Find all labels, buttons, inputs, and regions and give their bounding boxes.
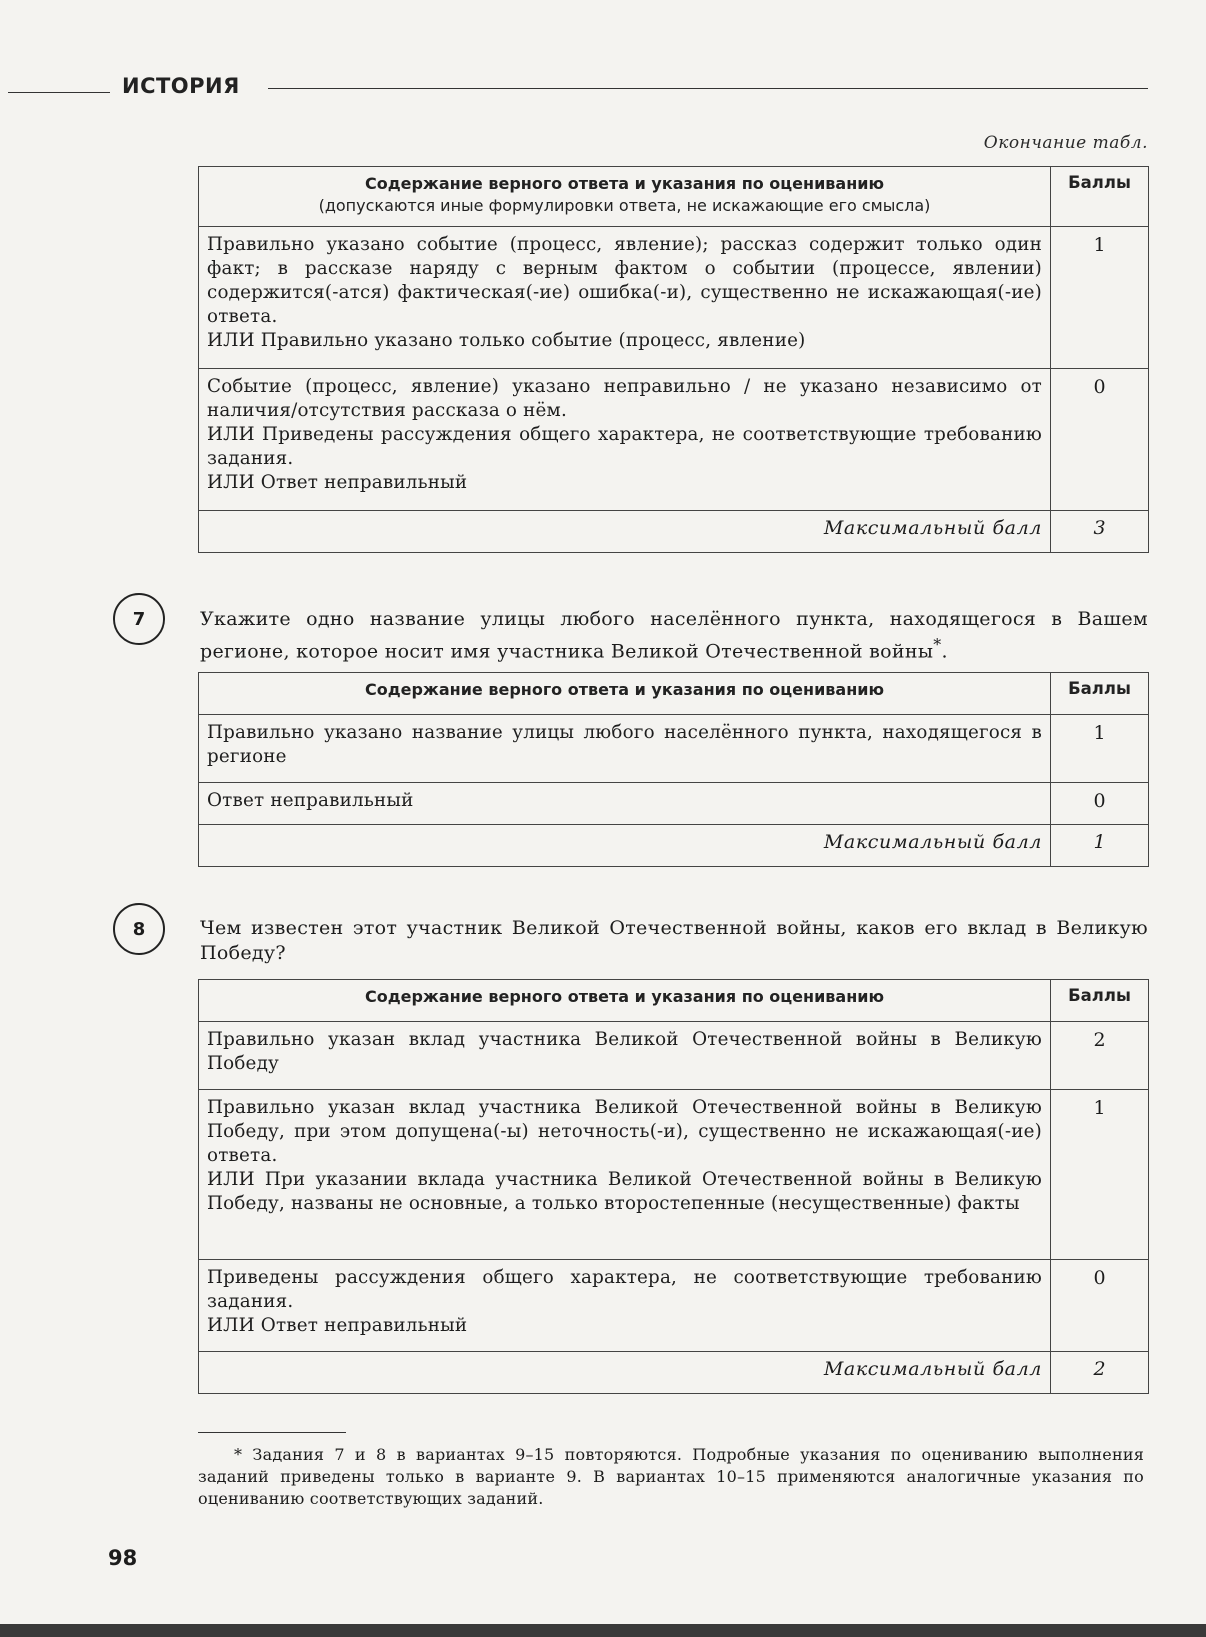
max-score-value: 3	[1051, 511, 1149, 553]
page-header	[0, 68, 1206, 108]
task-7-question-text: Укажите одно название улицы любого населённого пункта, находящегося в Вашем регионе, которое носит имя участника Великой Отечественной войны	[200, 608, 1148, 663]
table-header-row	[199, 980, 1149, 1022]
criteria-table-task6	[198, 166, 1149, 553]
criterion-text: Правильно указано название улицы любого населённого пункта, находящегося в регионе	[199, 715, 1051, 783]
table-header-content	[199, 167, 1051, 227]
footnote-rule	[198, 1432, 346, 1433]
table-row	[199, 783, 1149, 825]
table-header-score: Баллы	[1051, 167, 1149, 227]
criterion-score: 1	[1051, 715, 1149, 783]
header-rule-right	[268, 88, 1148, 89]
task-7-question	[200, 607, 1148, 664]
header-sub-text: (допускаются иные формулировки ответа, не искажающие его смысла)	[318, 196, 931, 215]
table-row	[199, 1090, 1149, 1260]
table-row	[199, 1260, 1149, 1352]
table-header-content: Содержание верного ответа и указания по оцениванию	[199, 673, 1051, 715]
criterion-text: Правильно указан вклад участника Великой Отечественной войны в Великую Победу	[199, 1022, 1051, 1090]
table-row	[199, 369, 1149, 511]
criterion-text: Правильно указано событие (процесс, явление); рассказ содержит только один факт; в рассказе наряду с верным фактом о событии (процессе, явлении) содержится(-атся) фактическая(-ие) ошибка(-и), существенно не искажающая(-ие) ответа. ИЛИ Правильно указано только событие (процесс, явление)	[199, 227, 1051, 369]
max-score-value: 2	[1051, 1352, 1149, 1394]
table-header-content: Содержание верного ответа и указания по оцениванию	[199, 980, 1051, 1022]
criterion-score: 1	[1051, 1090, 1149, 1260]
criterion-score: 0	[1051, 783, 1149, 825]
criterion-score: 0	[1051, 1260, 1149, 1352]
criterion-text: Правильно указан вклад участника Великой Отечественной войны в Великую Победу, при этом допущена(-ы) неточность(-и), существенно не искажающая(-ие) ответа. ИЛИ При указании вклада участника Великой Отечественной войны в Великую Победу, названы не основные, а только второстепенные (несущественные) факты	[199, 1090, 1051, 1260]
criterion-score: 1	[1051, 227, 1149, 369]
max-score-row	[199, 511, 1149, 553]
criteria-table-task8	[198, 979, 1149, 1394]
table-row	[199, 227, 1149, 369]
max-score-row	[199, 1352, 1149, 1394]
task-number-badge-8: 8	[113, 903, 165, 955]
max-score-label: Максимальный балл	[199, 511, 1051, 553]
scan-bottom-edge	[0, 1624, 1206, 1637]
table-header-score: Баллы	[1051, 673, 1149, 715]
task-8-question: Чем известен этот участник Великой Отечественной войны, каков его вклад в Великую Победу?	[200, 917, 1148, 964]
footnote: * Задания 7 и 8 в вариантах 9–15 повторяются. Подробные указания по оцениванию выполнения заданий приведены только в варианте 9. В вариантах 10–15 применяются аналогичные указания по оцениванию соответствующих заданий.	[198, 1445, 1144, 1508]
table-row	[199, 715, 1149, 783]
criterion-text: Событие (процесс, явление) указано неправильно / не указано независимо от наличия/отсутствия рассказа о нём. ИЛИ Приведены рассуждения общего характера, не соответствующие требованию задания. ИЛИ Ответ неправильный	[199, 369, 1051, 511]
max-score-value: 1	[1051, 825, 1149, 867]
table-header-row	[199, 167, 1149, 227]
criterion-score: 2	[1051, 1022, 1149, 1090]
criterion-score: 0	[1051, 369, 1149, 511]
max-score-label: Максимальный балл	[199, 825, 1051, 867]
section-title: ИСТОРИЯ	[122, 74, 240, 98]
max-score-label: Максимальный балл	[199, 1352, 1051, 1394]
header-rule-left	[8, 92, 110, 93]
page-number: 98	[108, 1546, 138, 1570]
criterion-text: Ответ неправильный	[199, 783, 1051, 825]
table-row	[199, 1022, 1149, 1090]
task-number-badge-7: 7	[113, 593, 165, 645]
criteria-table-task7	[198, 672, 1149, 867]
max-score-row	[199, 825, 1149, 867]
table-header-score: Баллы	[1051, 980, 1149, 1022]
header-main-text: Содержание верного ответа и указания по оцениванию	[364, 174, 885, 193]
table-header-row	[199, 673, 1149, 715]
footnote-mark: *	[933, 635, 942, 654]
table-continuation-note: Окончание табл.	[983, 133, 1148, 153]
criterion-text: Приведены рассуждения общего характера, не соответствующие требованию задания. ИЛИ Ответ неправильный	[199, 1260, 1051, 1352]
task-7-question-end: .	[941, 640, 948, 663]
